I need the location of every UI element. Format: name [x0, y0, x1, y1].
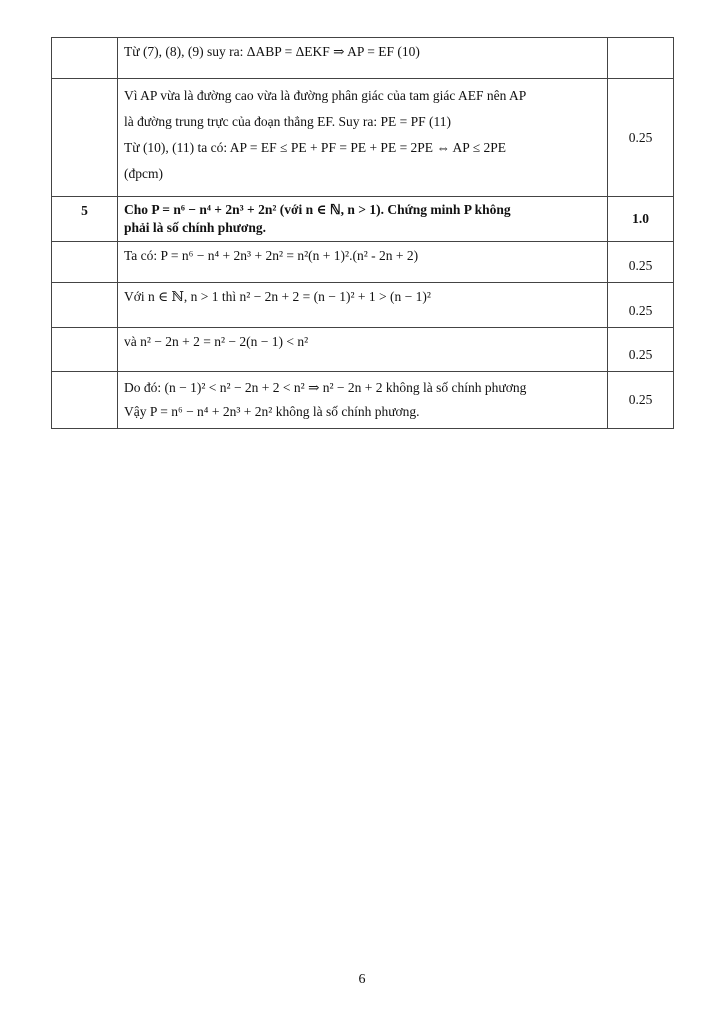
- table-row: [52, 372, 674, 429]
- content-cell: [118, 197, 608, 242]
- score-cell: [608, 328, 674, 372]
- table-row: [52, 283, 674, 328]
- table-row: [52, 38, 674, 79]
- question-number-cell: [52, 242, 118, 283]
- question-number-cell: [52, 328, 118, 372]
- score-value: 0.25: [628, 347, 653, 362]
- score-cell: [608, 372, 674, 429]
- content-line: Do đó: (n − 1)² < n² − 2n + 2 < n² ⇒ n² − 2n + 2 không là số chính phương: [124, 380, 527, 395]
- question-number: 5: [81, 203, 88, 218]
- question-number: [52, 328, 117, 334]
- table-row: [52, 79, 674, 197]
- score-cell: [608, 242, 674, 283]
- question-number: [52, 372, 117, 378]
- problem-statement-line: Cho P = n⁶ − n⁴ + 2n³ + 2n² (với n ∈ ℕ, n > 1). Chứng minh P không: [124, 202, 511, 217]
- content-cell: [118, 283, 608, 328]
- score-value: 0.25: [628, 129, 653, 145]
- problem-statement-line: phải là số chính phương.: [124, 220, 267, 235]
- content-cell: [118, 242, 608, 283]
- content-line: (đpcm): [124, 166, 163, 181]
- content-cell: [118, 38, 608, 79]
- question-number: [52, 283, 117, 289]
- score-value: 0.25: [628, 392, 653, 407]
- question-number-cell: [52, 372, 118, 429]
- content-line: Từ (10), (11) ta có: AP = EF ≤ PE + PF = PE + PE = 2PE ⇔ AP ≤ 2PE: [124, 140, 506, 155]
- score-cell: [608, 197, 674, 242]
- question-number: [52, 79, 117, 85]
- score-cell: [608, 38, 674, 79]
- content-line: là đường trung trực của đoạn thẳng EF. Suy ra: PE = PF (11): [124, 114, 452, 129]
- score-cell: [608, 283, 674, 328]
- page-number: 6: [358, 972, 366, 987]
- content-line: Vì AP vừa là đường cao vừa là đường phân giác của tam giác AEF nên AP: [124, 88, 527, 103]
- score-cell: [608, 79, 674, 197]
- content-cell: [118, 328, 608, 372]
- score-value: 0.25: [628, 258, 653, 273]
- content-line: Từ (7), (8), (9) suy ra: ΔABP = ΔEKF ⇒ AP = EF (10): [124, 44, 420, 59]
- question-number-cell: [52, 38, 118, 79]
- content-cell: [118, 372, 608, 429]
- content-line: Với n ∈ ℕ, n > 1 thì n² − 2n + 2 = (n − 1)² + 1 > (n − 1)²: [124, 289, 431, 304]
- question-number: [52, 242, 117, 248]
- question-number-cell: [52, 79, 118, 197]
- solution-table: [51, 37, 674, 429]
- score-value: 0.25: [628, 303, 653, 318]
- content-line: Vậy P = n⁶ − n⁴ + 2n³ + 2n² không là số chính phương.: [124, 404, 420, 419]
- score-value: 1.0: [632, 211, 649, 226]
- table-row: [52, 328, 674, 372]
- content-cell: [118, 79, 608, 197]
- content-line: Ta có: P = n⁶ − n⁴ + 2n³ + 2n² = n²(n + 1)².(n² - 2n + 2): [124, 248, 419, 263]
- question-number-cell: [52, 283, 118, 328]
- question-number-cell: [52, 197, 118, 242]
- table-row: [52, 242, 674, 283]
- table-row: [52, 197, 674, 242]
- content-line: và n² − 2n + 2 = n² − 2(n − 1) < n²: [124, 334, 309, 349]
- question-number: [52, 38, 117, 44]
